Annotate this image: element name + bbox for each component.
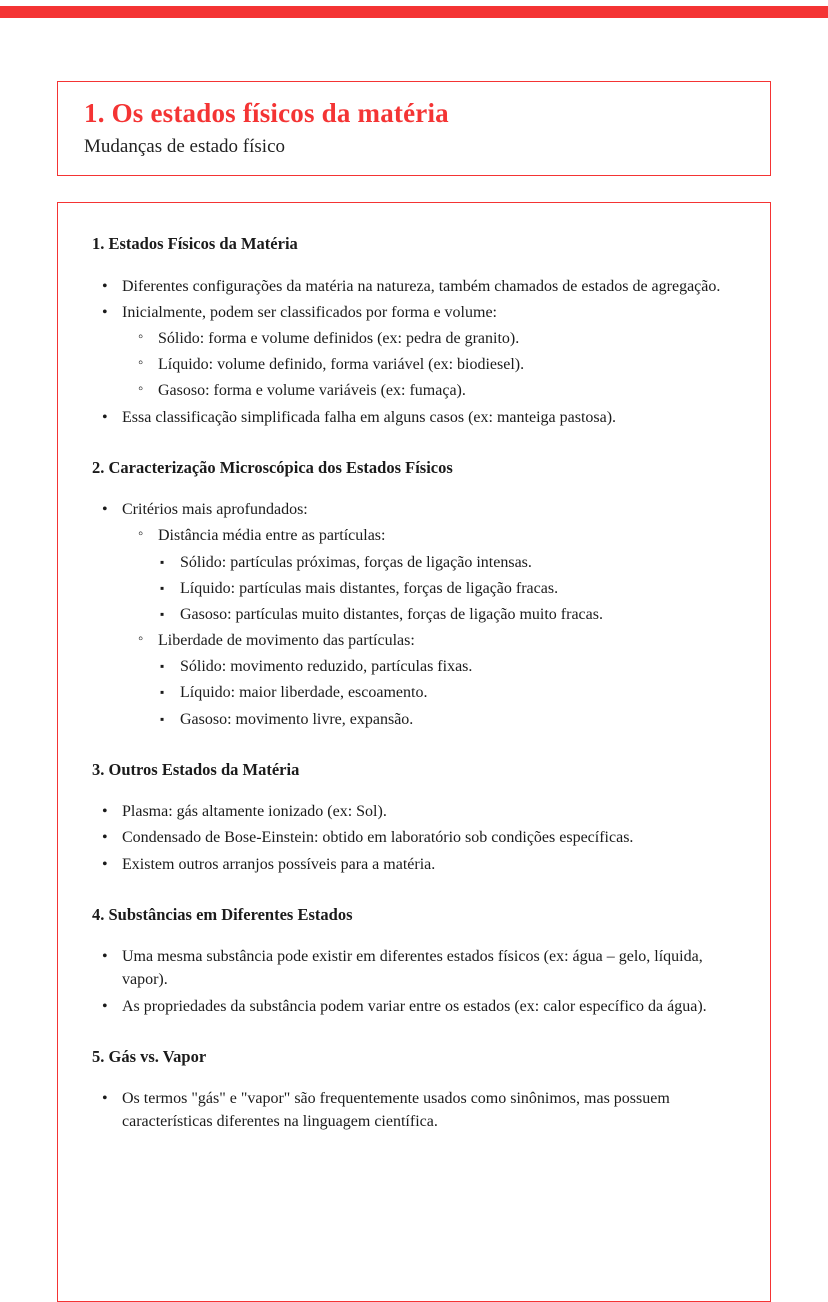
list-item	[92, 655, 736, 678]
disc-bullet-icon: •	[102, 997, 108, 1015]
sections	[92, 233, 736, 1134]
list-item	[92, 945, 736, 991]
disc-bullet-icon: •	[102, 408, 108, 426]
list-item-text: Líquido: partículas mais distantes, forças de ligação fracas.	[180, 579, 559, 597]
circle-bullet-icon: ◦	[138, 631, 144, 648]
disc-bullet-icon: •	[102, 303, 108, 321]
list-item	[92, 353, 736, 376]
section-list	[92, 275, 736, 429]
square-bullet-icon: ▪	[160, 685, 165, 700]
notes-section	[92, 457, 736, 731]
list-item	[92, 1087, 736, 1133]
list-item	[92, 301, 736, 324]
list-item-text: Gasoso: movimento livre, expansão.	[180, 710, 414, 728]
list-item	[92, 275, 736, 298]
square-bullet-icon: ▪	[160, 580, 165, 595]
notes-section	[92, 1046, 736, 1134]
list-item	[92, 681, 736, 704]
disc-bullet-icon: •	[102, 277, 108, 295]
list-item	[92, 853, 736, 876]
list-item-text: Plasma: gás altamente ionizado (ex: Sol).	[122, 803, 387, 821]
section-heading: 4. Substâncias em Diferentes Estados	[92, 904, 353, 924]
list-item-text: Gasoso: partículas muito distantes, forças de ligação muito fracas.	[180, 605, 603, 623]
list-item-text: Líquido: volume definido, forma variável (ex: biodiesel).	[158, 356, 525, 374]
list-item	[92, 498, 736, 521]
section-heading: 2. Caracterização Microscópica dos Estados Físicos	[92, 457, 453, 477]
list-item-text: Distância média entre as partículas:	[158, 527, 386, 545]
list-item	[92, 995, 736, 1018]
list-item-text: Líquido: maior liberdade, escoamento.	[180, 684, 428, 702]
list-item	[92, 379, 736, 402]
notes-section	[92, 759, 736, 876]
section-list	[92, 800, 736, 876]
list-item	[92, 327, 736, 350]
square-bullet-icon: ▪	[160, 554, 165, 569]
disc-bullet-icon: •	[102, 803, 108, 821]
list-item-text: Uma mesma substância pode existir em diferentes estados físicos (ex: água – gelo, líquida, vapor).	[122, 948, 703, 989]
disc-bullet-icon: •	[102, 855, 108, 873]
list-item-text: Essa classificação simplificada falha em alguns casos (ex: manteiga pastosa).	[122, 408, 617, 426]
disc-bullet-icon: •	[102, 501, 108, 519]
list-item-text: Sólido: movimento reduzido, partículas fixas.	[180, 658, 473, 676]
title-card	[57, 81, 771, 176]
list-item	[92, 603, 736, 626]
list-item	[92, 629, 736, 652]
list-item	[92, 708, 736, 731]
disc-bullet-icon: •	[102, 1090, 108, 1108]
list-item-text: Os termos "gás" e "vapor" são frequentemente usados como sinônimos, mas possuem características diferentes na linguagem científica.	[122, 1090, 670, 1131]
list-item	[92, 826, 736, 849]
top-accent-bar	[0, 6, 828, 18]
square-bullet-icon: ▪	[160, 659, 165, 674]
list-item-text: Inicialmente, podem ser classificados por forma e volume:	[122, 303, 497, 321]
section-list	[92, 498, 736, 731]
list-item-text: Condensado de Bose-Einstein: obtido em laboratório sob condições específicas.	[122, 829, 634, 847]
disc-bullet-icon: •	[102, 829, 108, 847]
list-item	[92, 524, 736, 547]
section-heading: 3. Outros Estados da Matéria	[92, 759, 300, 779]
section-list	[92, 1087, 736, 1133]
notes-card	[57, 202, 771, 1302]
list-item-text: Liberdade de movimento das partículas:	[158, 632, 415, 650]
list-item-text: Existem outros arranjos possíveis para a matéria.	[122, 855, 436, 873]
square-bullet-icon: ▪	[160, 606, 165, 621]
list-item	[92, 800, 736, 823]
page-title: 1. Os estados físicos da matéria	[84, 98, 449, 128]
list-item-text: Sólido: forma e volume definidos (ex: pedra de granito).	[158, 329, 520, 347]
section-heading: 5. Gás vs. Vapor	[92, 1046, 207, 1066]
notes-section	[92, 904, 736, 1018]
notes-page	[0, 6, 828, 1177]
square-bullet-icon: ▪	[160, 711, 165, 726]
list-item	[92, 406, 736, 429]
notes-section	[92, 233, 736, 429]
list-item-text: As propriedades da substância podem variar entre os estados (ex: calor específico da água).	[122, 997, 707, 1015]
list-item-text: Gasoso: forma e volume variáveis (ex: fumaça).	[158, 382, 466, 400]
circle-bullet-icon: ◦	[138, 355, 144, 372]
section-list	[92, 945, 736, 1018]
list-item-text: Sólido: partículas próximas, forças de ligação intensas.	[180, 553, 532, 571]
section-heading: 1. Estados Físicos da Matéria	[92, 234, 298, 254]
list-item-text: Critérios mais aprofundados:	[122, 501, 308, 519]
page-subtitle: Mudanças de estado físico	[84, 136, 286, 158]
list-item	[92, 551, 736, 574]
circle-bullet-icon: ◦	[138, 526, 144, 543]
disc-bullet-icon: •	[102, 948, 108, 966]
circle-bullet-icon: ◦	[138, 381, 144, 398]
list-item	[92, 577, 736, 600]
circle-bullet-icon: ◦	[138, 328, 144, 345]
list-item-text: Diferentes configurações da matéria na natureza, também chamados de estados de agregação.	[122, 277, 721, 295]
